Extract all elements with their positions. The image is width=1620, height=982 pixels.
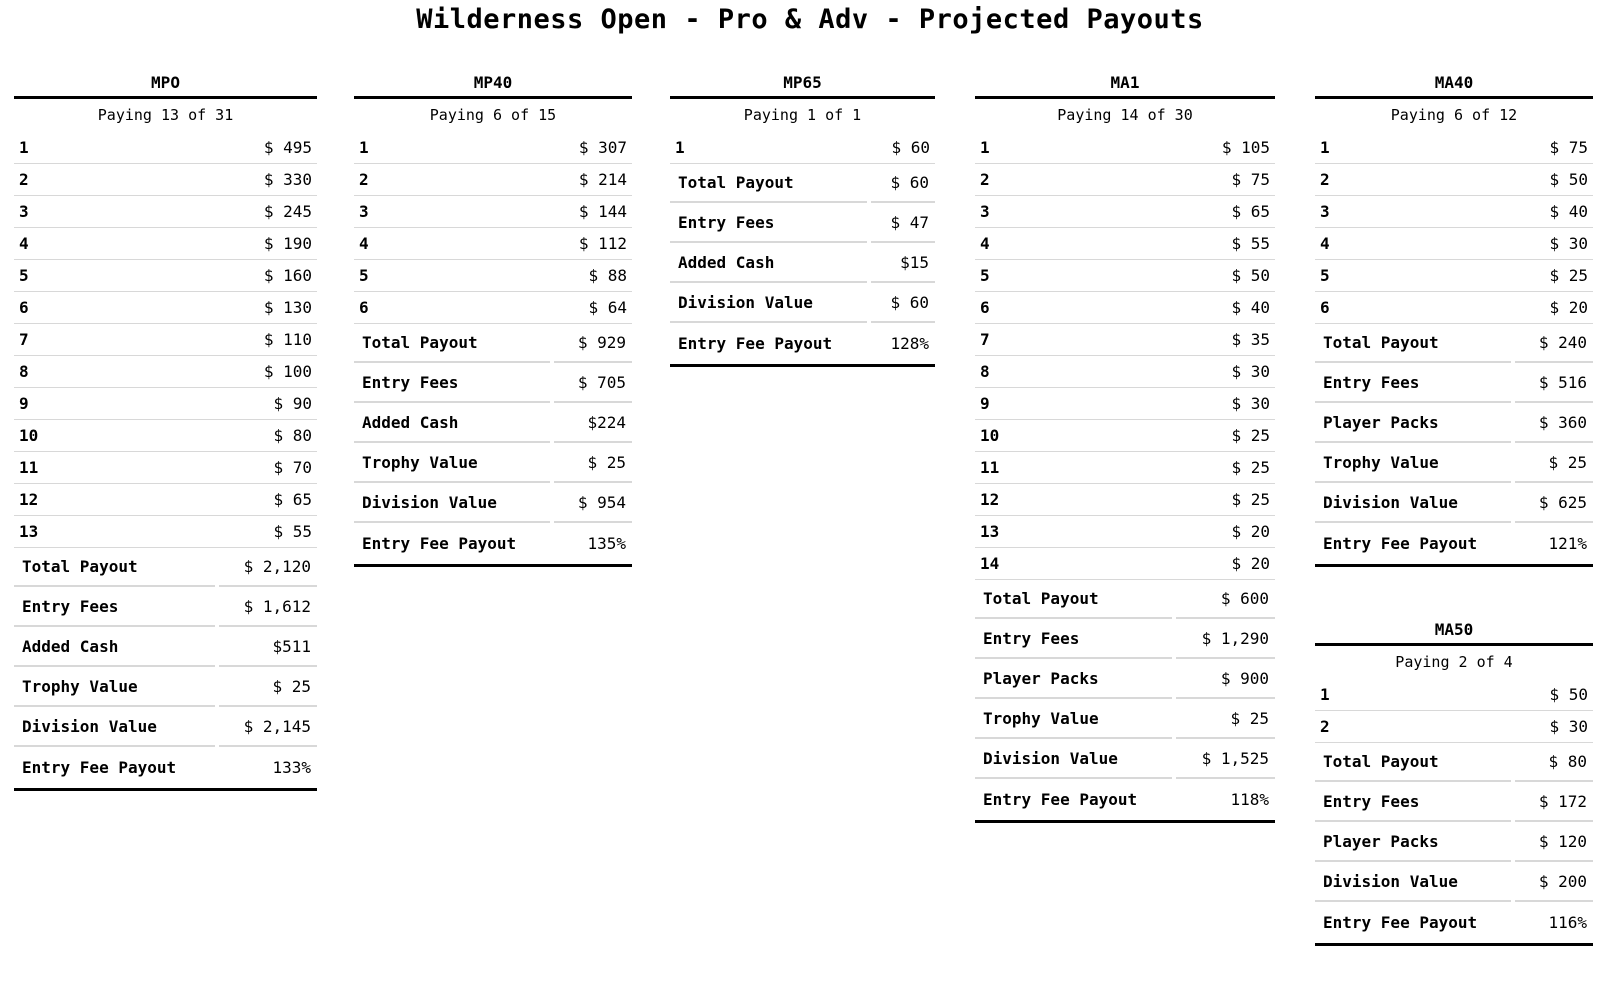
- payout-row: [14, 196, 317, 228]
- summary-value: $511: [219, 629, 317, 667]
- summary-row: [975, 660, 1275, 700]
- summary-label: Division Value: [1315, 864, 1511, 902]
- summary-label: Total Payout: [670, 165, 867, 203]
- place-number: 12: [19, 490, 39, 509]
- payout-amount: $ 30: [1231, 394, 1270, 413]
- place-number: 7: [19, 330, 29, 349]
- division-summary: [975, 580, 1275, 823]
- payout-amount: $ 214: [578, 170, 627, 189]
- summary-value: $15: [871, 245, 935, 283]
- paying-count: Paying 2 of 4: [1395, 653, 1513, 671]
- summary-row: [14, 708, 317, 748]
- place-number: 2: [19, 170, 29, 189]
- place-number: 2: [359, 170, 369, 189]
- summary-label: Added Cash: [354, 405, 550, 443]
- summary-row: [975, 580, 1275, 620]
- paying-count: Paying 14 of 30: [1057, 106, 1193, 124]
- place-number: 13: [980, 522, 1000, 541]
- payout-amount: $ 130: [263, 298, 312, 317]
- payout-row: [1315, 292, 1593, 324]
- summary-value: $ 600: [1176, 581, 1275, 619]
- payout-row: [354, 196, 632, 228]
- summary-value: $ 1,612: [219, 589, 317, 627]
- payout-amount: $ 40: [1549, 202, 1588, 221]
- division-name: MP40: [354, 70, 632, 99]
- division-summary: [14, 548, 317, 791]
- payout-amount: $ 30: [1549, 717, 1588, 736]
- summary-value: $ 705: [554, 365, 632, 403]
- summary-row: [670, 284, 935, 324]
- summary-label: Player Packs: [1315, 824, 1511, 862]
- summary-value: 135%: [587, 534, 626, 553]
- summary-row: [14, 748, 317, 788]
- payout-amount: $ 35: [1231, 330, 1270, 349]
- summary-label: Division Value: [14, 709, 215, 747]
- payout-row: [14, 324, 317, 356]
- payout-row: [354, 292, 632, 324]
- payout-row: [14, 388, 317, 420]
- summary-label: Total Payout: [1315, 744, 1511, 782]
- summary-label: Entry Fee Payout: [22, 758, 177, 777]
- payout-amount: $ 495: [263, 138, 312, 157]
- payout-amount: $ 60: [891, 138, 930, 157]
- payout-row: [975, 356, 1275, 388]
- place-number: 1: [359, 138, 369, 157]
- summary-row: [1315, 743, 1593, 783]
- payout-amount: $ 50: [1549, 685, 1588, 704]
- summary-row: [1315, 783, 1593, 823]
- summary-label: Trophy Value: [975, 701, 1172, 739]
- payout-amount: $ 55: [1231, 234, 1270, 253]
- payout-row: [975, 292, 1275, 324]
- place-number: 6: [359, 298, 369, 317]
- summary-value: 128%: [890, 334, 929, 353]
- summary-label: Added Cash: [14, 629, 215, 667]
- place-number: 10: [980, 426, 1000, 445]
- payout-amount: $ 75: [1231, 170, 1270, 189]
- summary-row: [1315, 444, 1593, 484]
- place-number: 1: [19, 138, 29, 157]
- summary-label: Player Packs: [1315, 405, 1511, 443]
- summary-value: $ 900: [1176, 661, 1275, 699]
- payout-row: [354, 260, 632, 292]
- payout-row: [1315, 196, 1593, 228]
- payout-row: [14, 420, 317, 452]
- summary-value: 118%: [1230, 790, 1269, 809]
- summary-row: [1315, 364, 1593, 404]
- summary-value: $224: [554, 405, 632, 443]
- summary-row: [354, 484, 632, 524]
- payout-amount: $ 25: [1231, 490, 1270, 509]
- summary-row: [14, 628, 317, 668]
- place-number: 2: [1320, 717, 1330, 736]
- summary-row: [670, 324, 935, 364]
- place-number: 8: [980, 362, 990, 381]
- payout-row: [975, 420, 1275, 452]
- summary-value: $ 47: [871, 205, 935, 243]
- payout-amount: $ 20: [1231, 554, 1270, 573]
- payout-amount: $ 80: [273, 426, 312, 445]
- summary-label: Division Value: [975, 741, 1172, 779]
- summary-label: Entry Fees: [1315, 784, 1511, 822]
- place-number: 3: [1320, 202, 1330, 221]
- place-number: 12: [980, 490, 1000, 509]
- place-number: 13: [19, 522, 39, 541]
- place-number: 4: [1320, 234, 1330, 253]
- division-name: MA1: [975, 70, 1275, 99]
- summary-value: $ 954: [554, 485, 632, 523]
- place-number: 6: [980, 298, 990, 317]
- summary-row: [1315, 863, 1593, 903]
- summary-row: [354, 524, 632, 564]
- place-number: 5: [1320, 266, 1330, 285]
- payout-row: [975, 324, 1275, 356]
- division-table-ma50: [1315, 617, 1593, 946]
- summary-label: Entry Fees: [1315, 365, 1511, 403]
- summary-value: $ 2,145: [219, 709, 317, 747]
- place-number: 1: [980, 138, 990, 157]
- summary-value: $ 120: [1515, 824, 1593, 862]
- place-number: 2: [980, 170, 990, 189]
- payout-row: [14, 260, 317, 292]
- payout-row: [975, 484, 1275, 516]
- payout-row: [354, 228, 632, 260]
- payout-amount: $ 307: [578, 138, 627, 157]
- summary-row: [354, 364, 632, 404]
- summary-row: [1315, 404, 1593, 444]
- summary-row: [1315, 324, 1593, 364]
- payout-row: [975, 132, 1275, 164]
- payout-amount: $ 330: [263, 170, 312, 189]
- payout-amount: $ 40: [1231, 298, 1270, 317]
- division-summary: [1315, 324, 1593, 567]
- page-title: Wilderness Open - Pro & Adv - Projected Payouts: [416, 4, 1204, 35]
- place-number: 4: [19, 234, 29, 253]
- summary-value: $ 60: [871, 285, 935, 323]
- summary-label: Division Value: [1315, 485, 1511, 523]
- summary-value: $ 80: [1515, 744, 1593, 782]
- summary-value: $ 1,525: [1176, 741, 1275, 779]
- payout-row: [14, 292, 317, 324]
- payout-amount: $ 75: [1549, 138, 1588, 157]
- payout-row: [14, 228, 317, 260]
- summary-value: 116%: [1548, 913, 1587, 932]
- payout-amount: $ 65: [1231, 202, 1270, 221]
- summary-row: [1315, 524, 1593, 564]
- payout-row: [1315, 164, 1593, 196]
- summary-value: $ 200: [1515, 864, 1593, 902]
- place-number: 2: [1320, 170, 1330, 189]
- place-number: 5: [19, 266, 29, 285]
- payout-row: [14, 516, 317, 548]
- summary-value: 133%: [272, 758, 311, 777]
- summary-value: $ 516: [1515, 365, 1593, 403]
- place-number: 9: [980, 394, 990, 413]
- place-number: 7: [980, 330, 990, 349]
- summary-label: Player Packs: [975, 661, 1172, 699]
- summary-value: $ 25: [554, 445, 632, 483]
- payout-amount: $ 90: [273, 394, 312, 413]
- payout-amount: $ 190: [263, 234, 312, 253]
- summary-row: [670, 244, 935, 284]
- division-summary: [354, 324, 632, 567]
- place-number: 6: [1320, 298, 1330, 317]
- division-name: MA40: [1315, 70, 1593, 99]
- division-name: MA50: [1315, 617, 1593, 646]
- payout-amount: $ 110: [263, 330, 312, 349]
- summary-label: Entry Fees: [14, 589, 215, 627]
- payout-amount: $ 30: [1549, 234, 1588, 253]
- division-table-mp40: [354, 70, 632, 567]
- summary-row: [670, 164, 935, 204]
- payout-row: [14, 164, 317, 196]
- summary-label: Entry Fee Payout: [1323, 534, 1478, 553]
- payout-row: [975, 164, 1275, 196]
- summary-row: [354, 404, 632, 444]
- paying-count: Paying 1 of 1: [743, 106, 862, 124]
- summary-row: [354, 444, 632, 484]
- summary-row: [1315, 484, 1593, 524]
- summary-label: Added Cash: [670, 245, 867, 283]
- division-name: MP65: [670, 70, 935, 99]
- summary-label: Entry Fees: [354, 365, 550, 403]
- payout-row: [1315, 132, 1593, 164]
- payout-amount: $ 105: [1221, 138, 1270, 157]
- payout-amount: $ 25: [1231, 458, 1270, 477]
- payout-amount: $ 100: [263, 362, 312, 381]
- payout-row: [14, 356, 317, 388]
- summary-row: [14, 548, 317, 588]
- payout-row: [354, 164, 632, 196]
- payout-row: [975, 452, 1275, 484]
- payout-amount: $ 64: [588, 298, 627, 317]
- division-table-ma1: [975, 70, 1275, 823]
- payout-row: [975, 516, 1275, 548]
- place-number: 4: [980, 234, 990, 253]
- payout-row: [1315, 228, 1593, 260]
- place-number: 1: [1320, 138, 1330, 157]
- payout-row: [1315, 260, 1593, 292]
- summary-row: [975, 780, 1275, 820]
- summary-value: $ 1,290: [1176, 621, 1275, 659]
- summary-label: Entry Fee Payout: [678, 334, 833, 353]
- place-number: 1: [675, 138, 685, 157]
- place-number: 9: [19, 394, 29, 413]
- division-summary: [670, 164, 935, 367]
- place-number: 3: [19, 202, 29, 221]
- place-number: 4: [359, 234, 369, 253]
- payout-amount: $ 25: [1549, 266, 1588, 285]
- summary-value: $ 25: [1515, 445, 1593, 483]
- summary-label: Entry Fees: [670, 205, 867, 243]
- payout-amount: $ 50: [1549, 170, 1588, 189]
- summary-row: [975, 740, 1275, 780]
- division-table-mp65: [670, 70, 935, 367]
- paying-count: Paying 6 of 12: [1390, 106, 1518, 124]
- payout-amount: $ 20: [1231, 522, 1270, 541]
- payout-amount: $ 245: [263, 202, 312, 221]
- summary-row: [14, 588, 317, 628]
- summary-label: Entry Fee Payout: [1323, 913, 1478, 932]
- payout-row: [975, 260, 1275, 292]
- payout-amount: $ 70: [273, 458, 312, 477]
- division-table-mpo: [14, 70, 317, 791]
- place-number: 8: [19, 362, 29, 381]
- payout-amount: $ 50: [1231, 266, 1270, 285]
- payout-amount: $ 160: [263, 266, 312, 285]
- division-table-ma40: [1315, 70, 1593, 567]
- summary-label: Trophy Value: [14, 669, 215, 707]
- summary-row: [14, 668, 317, 708]
- place-number: 11: [980, 458, 1000, 477]
- payout-row: [975, 196, 1275, 228]
- payout-row: [975, 388, 1275, 420]
- summary-label: Total Payout: [354, 325, 550, 363]
- payout-row: [975, 548, 1275, 580]
- paying-count: Paying 6 of 15: [429, 106, 557, 124]
- summary-row: [1315, 903, 1593, 943]
- payout-amount: $ 144: [578, 202, 627, 221]
- summary-value: $ 25: [219, 669, 317, 707]
- place-number: 1: [1320, 685, 1330, 704]
- summary-value: $ 625: [1515, 485, 1593, 523]
- payout-amount: $ 55: [273, 522, 312, 541]
- summary-label: Total Payout: [1315, 325, 1511, 363]
- payout-row: [14, 484, 317, 516]
- summary-row: [354, 324, 632, 364]
- payout-row: [975, 228, 1275, 260]
- payout-row: [14, 132, 317, 164]
- summary-row: [670, 204, 935, 244]
- summary-label: Division Value: [670, 285, 867, 323]
- summary-row: [975, 620, 1275, 660]
- payout-row: [1315, 679, 1593, 711]
- place-number: 5: [359, 266, 369, 285]
- summary-label: Entry Fee Payout: [362, 534, 517, 553]
- summary-label: Entry Fees: [975, 621, 1172, 659]
- summary-label: Total Payout: [975, 581, 1172, 619]
- summary-label: Trophy Value: [1315, 445, 1511, 483]
- summary-value: $ 2,120: [219, 549, 317, 587]
- summary-row: [1315, 823, 1593, 863]
- place-number: 3: [980, 202, 990, 221]
- summary-row: [975, 700, 1275, 740]
- summary-label: Trophy Value: [354, 445, 550, 483]
- payout-amount: $ 88: [588, 266, 627, 285]
- place-number: 5: [980, 266, 990, 285]
- summary-label: Entry Fee Payout: [983, 790, 1138, 809]
- payout-amount: $ 30: [1231, 362, 1270, 381]
- place-number: 11: [19, 458, 39, 477]
- summary-value: $ 240: [1515, 325, 1593, 363]
- summary-value: 121%: [1548, 534, 1587, 553]
- payout-amount: $ 112: [578, 234, 627, 253]
- division-name: MPO: [14, 70, 317, 99]
- paying-count: Paying 13 of 31: [97, 106, 234, 124]
- payout-row: [670, 132, 935, 164]
- division-summary: [1315, 743, 1593, 946]
- summary-value: $ 60: [871, 165, 935, 203]
- place-number: 10: [19, 426, 39, 445]
- payout-row: [1315, 711, 1593, 743]
- place-number: 3: [359, 202, 369, 221]
- place-number: 6: [19, 298, 29, 317]
- summary-value: $ 172: [1515, 784, 1593, 822]
- payout-row: [14, 452, 317, 484]
- summary-value: $ 360: [1515, 405, 1593, 443]
- payout-amount: $ 20: [1549, 298, 1588, 317]
- summary-value: $ 25: [1176, 701, 1275, 739]
- summary-label: Total Payout: [14, 549, 215, 587]
- payout-row: [354, 132, 632, 164]
- summary-label: Division Value: [354, 485, 550, 523]
- summary-value: $ 929: [554, 325, 632, 363]
- payout-amount: $ 65: [273, 490, 312, 509]
- payout-amount: $ 25: [1231, 426, 1270, 445]
- place-number: 14: [980, 554, 1000, 573]
